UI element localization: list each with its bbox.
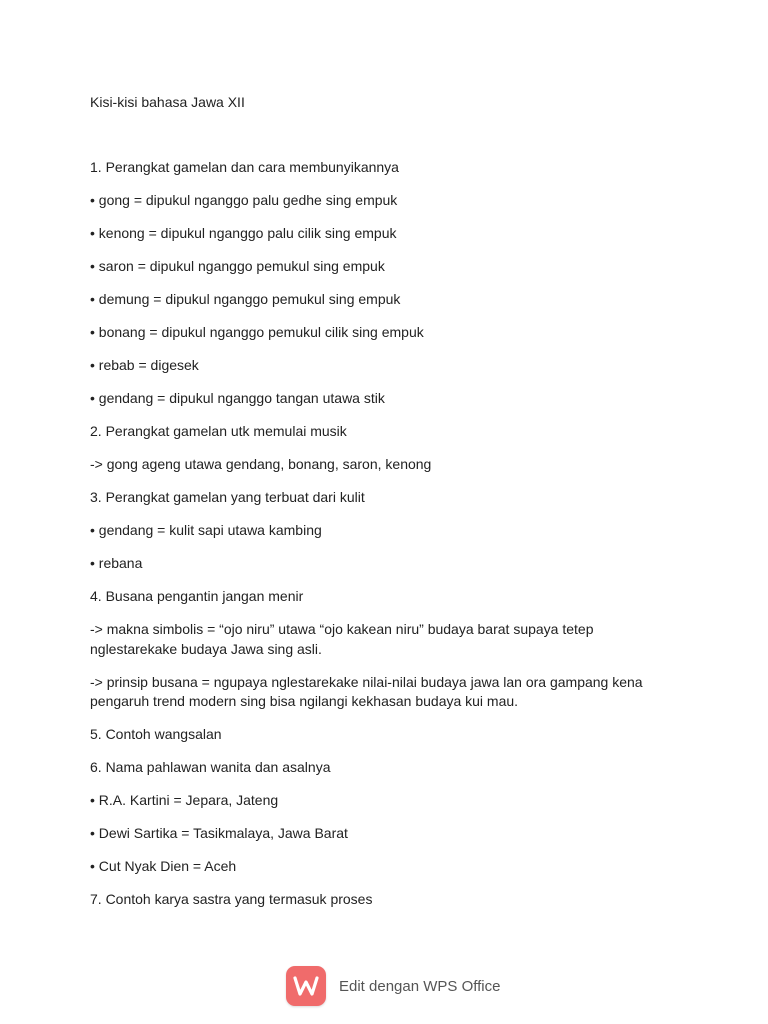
document-body — [90, 158, 680, 923]
text-line: -> makna simbolis = “ojo niru” utawa “ojo kakean niru” budaya barat supaya tetep nglestarekake budaya Jawa sing asli. — [90, 621, 594, 657]
text-line: • rebana — [90, 555, 143, 571]
text-line: • demung = dipukul nganggo pemukul sing empuk — [90, 291, 401, 307]
text-line: 2. Perangkat gamelan utk memulai musik — [90, 423, 347, 439]
text-line: • kenong = dipukul nganggo palu cilik sing empuk — [90, 225, 397, 241]
text-line: 4. Busana pengantin jangan menir — [90, 588, 304, 604]
text-line: • saron = dipukul nganggo pemukul sing empuk — [90, 258, 385, 274]
wps-edit-button[interactable] — [286, 965, 500, 1007]
text-line: -> prinsip busana = ngupaya nglestarekake nilai-nilai budaya jawa lan ora gampang kena pengaruh trend modern sing bisa ngilangi kekhasan budaya kui mau. — [90, 673, 643, 709]
text-line: • gong = dipukul nganggo palu gedhe sing empuk — [90, 192, 398, 208]
text-line: • Dewi Sartika = Tasikmalaya, Jawa Barat — [90, 825, 348, 841]
text-line: • rebab = digesek — [90, 357, 199, 373]
document-title: Kisi-kisi bahasa Jawa XII — [90, 94, 245, 110]
text-line: 3. Perangkat gamelan yang terbuat dari kulit — [90, 489, 365, 505]
text-line: 7. Contoh karya sastra yang termasuk proses — [90, 891, 373, 907]
text-line: • Cut Nyak Dien = Aceh — [90, 858, 237, 874]
text-line: 6. Nama pahlawan wanita dan asalnya — [90, 759, 331, 775]
wps-edit-label: Edit dengan WPS Office — [339, 977, 501, 995]
wps-office-logo-icon — [286, 966, 326, 1006]
text-line: -> gong ageng utawa gendang, bonang, saron, kenong — [90, 456, 432, 472]
text-line: 1. Perangkat gamelan dan cara membunyikannya — [90, 159, 399, 175]
text-line: • bonang = dipukul nganggo pemukul cilik sing empuk — [90, 324, 424, 340]
text-line: • gendang = dipukul nganggo tangan utawa stik — [90, 390, 385, 406]
text-line: • R.A. Kartini = Jepara, Jateng — [90, 792, 279, 808]
text-line: • gendang = kulit sapi utawa kambing — [90, 522, 322, 538]
text-line: 5. Contoh wangsalan — [90, 726, 222, 742]
